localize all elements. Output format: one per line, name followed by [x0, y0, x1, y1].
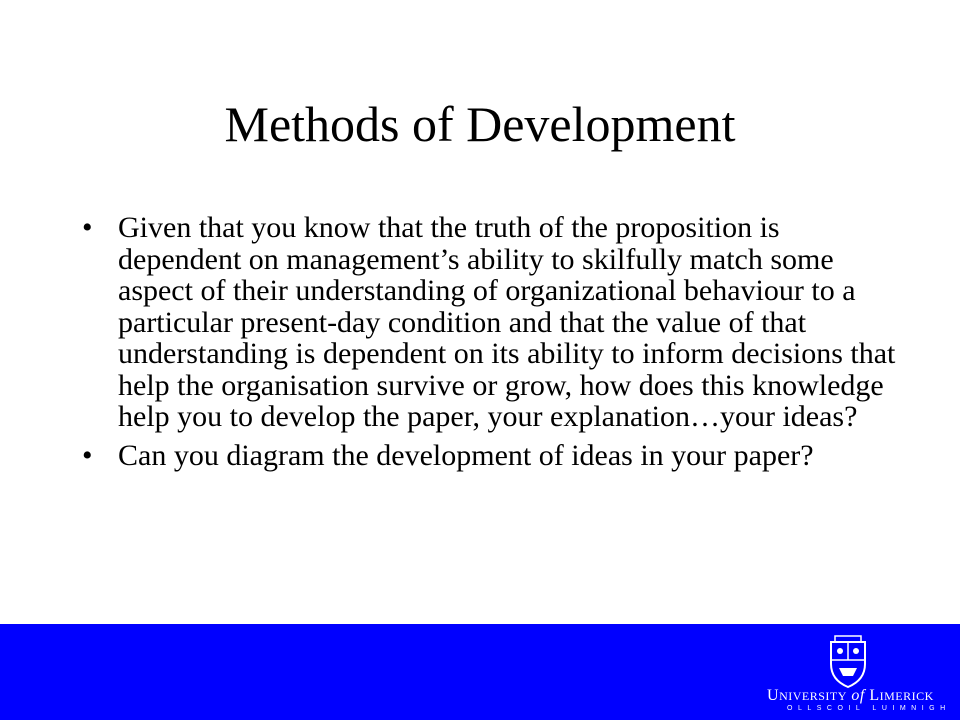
bullet-item	[78, 212, 908, 433]
university-name-initial-l: L	[869, 687, 880, 704]
bullet-list	[78, 212, 908, 478]
university-name-word-university: NIVERSITY	[779, 689, 847, 703]
bullet-item	[78, 440, 908, 472]
university-name-irish: OLLSCOIL LUIMNIGH	[787, 705, 951, 712]
slide-title: Methods of Development	[224, 96, 736, 152]
bullet-marker: •	[82, 211, 93, 244]
university-name-word-limerick: IMERICK	[879, 689, 934, 703]
bullet-text: Given that you know that the truth of the proposition is dependent on management’s ability to skilfully match some aspect of their understanding of organizational behaviour to a particular present-day condition and that the value of that understanding is dependent on its ability to inform decisions that help the organisation survive or grow, how does this knowledge help you to develop the paper, your explanation…your ideas?	[118, 211, 896, 433]
university-name-of: of	[851, 687, 865, 704]
university-name	[767, 687, 947, 705]
university-name-initial-u: U	[767, 687, 780, 704]
bullet-marker: •	[82, 438, 93, 472]
university-crest-icon	[823, 632, 873, 690]
bullet-text: Can you diagram the development of ideas in your paper?	[118, 438, 814, 472]
